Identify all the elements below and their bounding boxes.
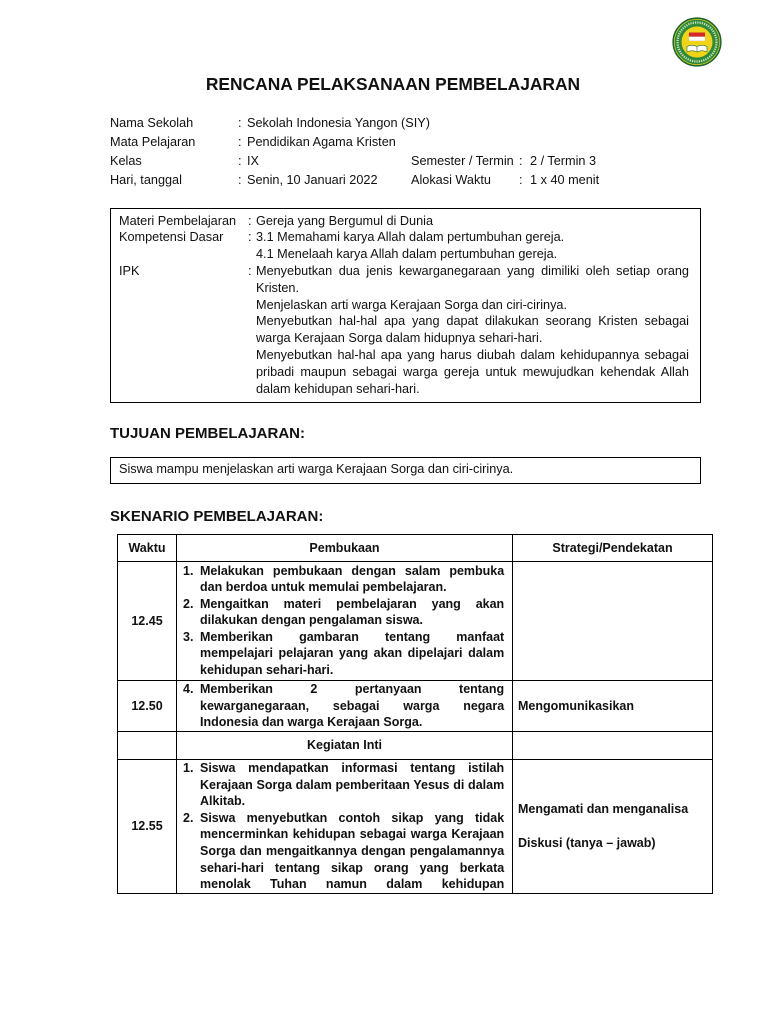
duration-value: 1 x 40 menit <box>530 173 600 187</box>
item-number: 1. <box>183 563 194 578</box>
strategy-text: Diskusi (tanya – jawab) <box>518 836 656 851</box>
separator: : <box>238 116 242 130</box>
objective-heading: TUJUAN PEMBELAJARAN: <box>110 425 306 442</box>
separator: : <box>238 173 242 187</box>
competency-item: 3.1 Memahami karya Allah dalam pertumbuhan gereja. <box>256 230 565 245</box>
item-number: 2. <box>183 596 194 611</box>
date-label: Hari, tanggal <box>110 173 182 187</box>
separator: : <box>248 213 252 228</box>
separator: : <box>519 173 523 187</box>
item-text: Memberikan gambaran tentang manfaat mempelajari pelajaran yang akan dipelajari dalam kehidupan sehari-hari. <box>200 629 505 678</box>
scenario-heading: SKENARIO PEMBELAJARAN: <box>110 508 324 525</box>
class-label: Kelas <box>110 154 142 168</box>
indicator-item: Menyebutkan hal-hal apa yang harus diubah dalam kehidupannya sebagai pribadi maupun sebagai warga gereja untuk mewujudkan kehendak Allah dalam kehidupan sehari-hari. <box>256 347 689 396</box>
item-text: Memberikan 2 pertanyaan tentang kewarganegaraan, sebagai warga negara Indonesia dan warga Kerajaan Sorga. <box>200 682 505 730</box>
activity-item <box>177 681 504 731</box>
material-row <box>119 213 689 230</box>
indicator-label: IPK <box>119 263 140 278</box>
material-value: Gereja yang Bergumul di Dunia <box>256 213 434 228</box>
competency-row <box>119 229 689 263</box>
activity-item <box>177 810 504 893</box>
activity-cell <box>177 562 513 681</box>
strategy-cell <box>513 681 713 732</box>
item-text: Mengaitkan materi pembelajaran yang akan dilakukan dengan pengalaman siswa. <box>200 596 505 628</box>
competency-values <box>256 229 689 263</box>
item-number: 1. <box>183 761 194 775</box>
separator: : <box>248 230 252 245</box>
activity-item <box>177 629 504 679</box>
item-number: 3. <box>183 629 194 644</box>
class-value: IX <box>247 154 259 168</box>
item-number: 4. <box>183 682 194 696</box>
semester-label: Semester / Termin <box>411 154 514 168</box>
indicator-item: Menyebutkan hal-hal apa yang dapat dilakukan seorang Kristen sebagai warga Kerajaan Sorga dalam hidupnya sehari-hari. <box>256 314 689 346</box>
emblem-flag-white <box>689 37 705 41</box>
separator: : <box>238 154 242 168</box>
separator: : <box>238 135 242 149</box>
subject-value: Pendidikan Agama Kristen <box>247 135 396 149</box>
item-text: Siswa mendapatkan informasi tentang istilah Kerajaan Sorga dalam pemberitaan Yesus di dalam Alkitab. <box>200 761 505 809</box>
item-text: Siswa menyebutkan contoh sikap yang tidak mencerminkan kehidupan sebagai warga Kerajaan Sorga dan mengaitkannya dengan pengalamannya sehari-hari tentang sikap orang yang berkata menolak Tuhan namun dalam kehidupan <box>200 810 505 892</box>
subject-label: Mata Pelajaran <box>110 135 196 149</box>
emblem-flag-red <box>689 33 705 37</box>
activity-item <box>177 760 504 810</box>
activity-item <box>177 596 504 629</box>
competency-label: Kompetensi Dasar <box>119 230 224 245</box>
indicator-item: Menjelaskan arti warga Kerajaan Sorga dan ciri-cirinya. <box>256 297 567 312</box>
column-header-activity: Pembukaan <box>177 535 513 562</box>
strategy-text: Mengamati dan menganalisa <box>518 802 689 817</box>
separator: : <box>248 263 252 278</box>
indicator-item: Menyebutkan dua jenis kewarganegaraan yang dimiliki oleh setiap orang Kristen. <box>256 263 689 295</box>
time-cell: 12.45 <box>118 562 177 681</box>
competency-item: 4.1 Menelaah karya Allah dalam pertumbuhan gereja. <box>256 247 558 262</box>
semester-value: 2 / Termin 3 <box>530 154 597 168</box>
objective-box <box>110 457 701 484</box>
indicator-list <box>256 263 689 397</box>
material-label: Materi Pembelajaran <box>119 213 237 228</box>
section-title: Kegiatan Inti <box>177 732 513 760</box>
school-emblem-icon <box>672 17 722 67</box>
school-value: Sekolah Indonesia Yangon (SIY) <box>247 116 430 130</box>
strategy-spacer <box>518 818 712 835</box>
school-label: Nama Sekolah <box>110 116 194 130</box>
item-number: 2. <box>183 810 194 825</box>
time-cell-empty <box>118 732 177 760</box>
column-header-strategy: Strategi/Pendekatan <box>513 535 713 562</box>
page-title: RENCANA PELAKSANAAN PEMBELAJARAN <box>205 74 581 94</box>
indicator-row <box>119 263 689 397</box>
activity-cell <box>177 681 513 732</box>
strategy-cell-empty <box>513 732 713 760</box>
identity-block <box>110 114 640 190</box>
separator: : <box>519 154 523 168</box>
lesson-box <box>110 208 701 403</box>
objective-text: Siswa mampu menjelaskan arti warga Kerajaan Sorga dan ciri-cirinya. <box>119 461 514 476</box>
time-cell: 12.50 <box>118 681 177 732</box>
emblem-inner-disk <box>682 27 713 58</box>
strategy-text: Mengomunikasikan <box>518 698 634 713</box>
activity-item <box>177 563 504 596</box>
duration-label: Alokasi Waktu <box>411 173 491 187</box>
column-header-time: Waktu <box>118 535 177 562</box>
strategy-cell <box>513 562 713 681</box>
time-cell: 12.55 <box>118 760 177 894</box>
scenario-table <box>117 534 713 894</box>
item-text: Melakukan pembukaan dengan salam pembuka dan berdoa untuk memulai pembelajaran. <box>200 563 505 595</box>
date-value: Senin, 10 Januari 2022 <box>247 173 378 187</box>
activity-cell <box>177 760 513 894</box>
strategy-cell <box>513 760 713 894</box>
